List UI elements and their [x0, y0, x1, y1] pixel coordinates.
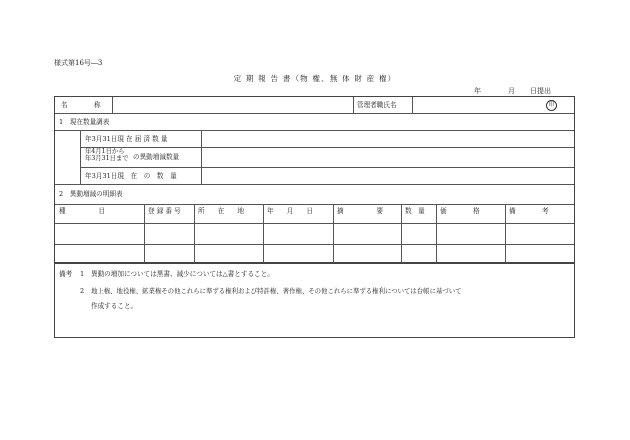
- remark-2-line-1: 地上権、地役権、鉱業権その他これらに準ずる権利および特許権、著作権、その他これらに準ずる権利については台帳に基づいて: [91, 287, 462, 295]
- rule: [55, 113, 574, 114]
- rule: [55, 244, 574, 245]
- rule: [333, 204, 334, 262]
- col-quantity: 数 量: [405, 207, 425, 215]
- rule: [144, 204, 145, 262]
- col-price: 価 格: [440, 207, 480, 215]
- rule: [505, 204, 506, 262]
- change-quantity-label: の異動増減数量: [133, 153, 180, 161]
- reported-quantity-label: 年3月31日現 在 届 済 数 量: [85, 135, 168, 143]
- period-end: 年3月31日まで: [85, 155, 129, 162]
- rule: [353, 97, 354, 113]
- rule: [80, 147, 574, 148]
- rule: [412, 97, 413, 113]
- remark-2-line-2: 作成すること。: [91, 302, 138, 310]
- rule: [55, 223, 574, 224]
- section1-heading: 1 現在数量調表: [59, 118, 110, 126]
- rule: [55, 130, 574, 131]
- remark-2-number: 2: [80, 287, 85, 295]
- rule: [194, 204, 195, 262]
- remark-1-number: 1: [80, 270, 85, 278]
- rule: [80, 167, 574, 168]
- submission-date: [474, 86, 551, 96]
- rule: [55, 204, 574, 205]
- manager-label: 管理者職氏名: [357, 101, 397, 109]
- col-summary: 摘 要: [337, 207, 384, 215]
- form-number: 様式第16号―3: [54, 59, 103, 67]
- col-category: 種 目: [59, 207, 106, 215]
- rule: [80, 130, 81, 184]
- remarks-label: 備考: [59, 270, 73, 278]
- rule: [112, 97, 113, 113]
- name-label: 名 称: [61, 101, 101, 109]
- col-date: 年 月 日: [267, 207, 314, 215]
- report-form: [54, 96, 575, 338]
- col-location: 所 在 地: [198, 207, 245, 215]
- rule: [401, 204, 402, 262]
- seal-mark: 印: [546, 100, 557, 111]
- remarks-divider: [55, 262, 574, 264]
- rule: [201, 130, 202, 184]
- submit-day: 日提出: [530, 87, 551, 95]
- submit-year: 年: [474, 87, 481, 95]
- section2-heading: 2 異動増減の明細表: [59, 190, 123, 198]
- document-title: 定 期 報 告 書（物 権、無 体 財 産 権）: [233, 74, 397, 83]
- rule: [263, 204, 264, 262]
- submit-month: 月: [508, 87, 515, 95]
- period-range: [85, 148, 129, 162]
- col-registration-number: 登 録 番 号: [148, 207, 181, 215]
- rule: [55, 184, 574, 185]
- remark-1: 異動の増加については黒書、減少については△書とすること。: [91, 270, 274, 278]
- rule: [436, 204, 437, 262]
- current-quantity-label: 年3月31日現 在 の 数 量: [85, 172, 177, 180]
- col-remarks: 備 考: [509, 207, 549, 215]
- period-start: 年4月1日から: [85, 148, 125, 155]
